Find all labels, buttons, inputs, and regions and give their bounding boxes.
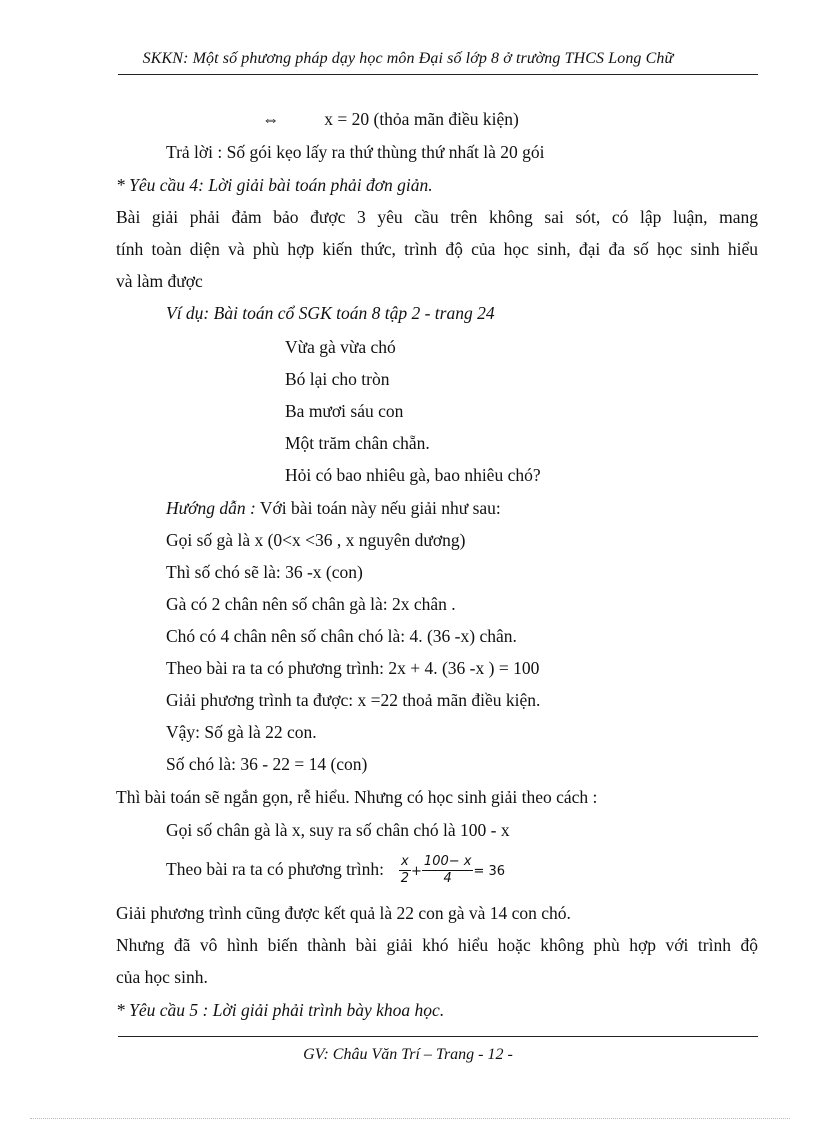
requirement-4-heading: * Yêu cầu 4: Lời giải bài toán phải đơn giản.	[116, 175, 433, 195]
equation-line	[166, 851, 505, 890]
solution-line: Chó có 4 chân nên số chân chó là: 4. (36 -x) chân.	[166, 626, 517, 646]
example-heading: Ví dụ: Bài toán cổ SGK toán 8 tập 2 - trang 24	[166, 303, 495, 323]
plus-sign: +	[411, 864, 422, 879]
poem-line: Vừa gà vừa chó	[285, 337, 396, 357]
poem-line: Bó lại cho tròn	[285, 369, 390, 389]
paragraph-line: Bài giải phải đảm bảo được 3 yêu cầu trên không sai sót, có lập luận, mang	[116, 207, 758, 227]
fraction-denominator: 4	[443, 871, 452, 887]
poem-line: Hỏi có bao nhiêu gà, bao nhiêu chó?	[285, 465, 541, 485]
poem-line: Một trăm chân chẵn.	[285, 433, 430, 453]
solution-line: Thì số chó sẽ là: 36 -x (con)	[166, 562, 363, 582]
solution-line: Theo bài ra ta có phương trình: 2x + 4. (36 -x ) = 100	[166, 658, 540, 678]
guidance-label: Hướng dẫn :	[166, 498, 256, 518]
solution-line: Số chó là: 36 - 22 = 14 (con)	[166, 754, 368, 774]
header-divider	[118, 74, 758, 75]
equation-rhs: = 36	[473, 864, 506, 879]
page-footer: GV: Châu Văn Trí – Trang - 12 -	[303, 1046, 513, 1063]
fraction-x-over-2	[399, 854, 411, 887]
guidance-text: Với bài toán này nếu giải như sau:	[255, 498, 501, 518]
paragraph-line: Thì bài toán sẽ ngắn gọn, rễ hiểu. Nhưng có học sinh giải theo cách :	[116, 787, 598, 807]
solution-line: Gọi số gà là x (0<x <36 , x nguyên dương)	[166, 530, 466, 550]
equation-intro: Theo bài ra ta có phương trình:	[166, 859, 384, 879]
fraction-numerator: 100− x	[423, 854, 472, 870]
equivalence-symbol: ⇔	[262, 109, 280, 129]
fraction-100-minus-x-over-4	[422, 854, 474, 887]
solution-line: Giải phương trình ta được: x =22 thoả mãn điều kiện.	[166, 690, 541, 710]
solution-line: Gà có 2 chân nên số chân gà là: 2x chân .	[166, 594, 456, 614]
fraction-numerator: x	[399, 854, 411, 871]
paragraph-line: Nhưng đã vô hình biến thành bài giải khó hiểu hoặc không phù hợp với trình độ	[116, 935, 758, 955]
paragraph-line: tính toàn diện và phù hợp kiến thức, trình độ của học sinh, đại đa số học sinh hiểu	[116, 239, 758, 259]
solution-line: Vậy: Số gà là 22 con.	[166, 722, 317, 742]
page-header: SKKN: Một số phương pháp dạy học môn Đại số lớp 8 ở trường THCS Long Chữ	[142, 50, 674, 67]
poem-line: Ba mươi sáu con	[285, 401, 404, 421]
requirement-5-heading: * Yêu cầu 5 : Lời giải phải trình bày khoa học.	[116, 1000, 445, 1020]
guidance-line	[166, 497, 501, 519]
paragraph-line: của học sinh.	[116, 967, 208, 987]
equation-result: x = 20 (thỏa mãn điều kiện)	[324, 109, 519, 129]
answer-line: Trả lời : Số gói kẹo lấy ra thứ thùng thứ nhất là 20 gói	[166, 142, 545, 162]
footer-divider	[118, 1036, 758, 1037]
paragraph-line: Giải phương trình cũng được kết quả là 22 con gà và 14 con chó.	[116, 903, 571, 923]
alt-solution-line: Gọi số chân gà là x, suy ra số chân chó là 100 - x	[166, 820, 510, 840]
page-edge-dots	[30, 1118, 790, 1119]
equivalence-line	[262, 108, 519, 130]
paragraph-line: và làm được	[116, 271, 203, 291]
fraction-denominator: 2	[400, 871, 410, 887]
